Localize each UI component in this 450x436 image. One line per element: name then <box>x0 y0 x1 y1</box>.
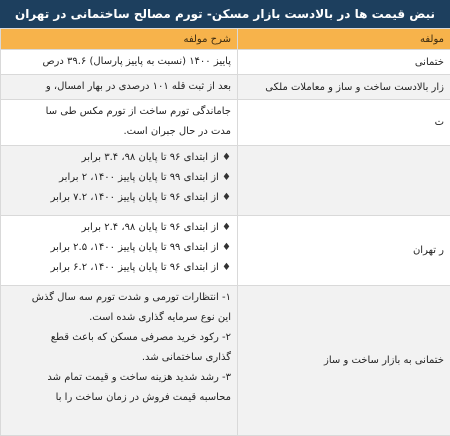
description-cell <box>1 50 238 75</box>
table-row <box>1 100 450 146</box>
bullet-item: ♦ از ابتدای ۹۶ تا پایان پاییز ۱۴۰۰، ۶.۲ برابر <box>7 258 231 278</box>
component-cell: ر تهران <box>238 216 450 286</box>
description-line: جاماندگی تورم ساخت از تورم مکس طی سا <box>45 106 231 117</box>
bullet-item: ♦ از ابتدای ۹۶ تا پایان ۹۸، ۲.۴ برابر <box>7 218 231 238</box>
description-line: بعد از ثبت قله ۱۰۱ درصدی در بهار امسال، و <box>45 81 231 92</box>
bullet-item: ♦ از ابتدای ۹۶ تا پایان ۹۸، ۳.۴ برابر <box>7 148 231 168</box>
table-row <box>1 50 450 75</box>
description-cell <box>1 100 238 146</box>
description-line: ۲- رکود خرید مصرفی مسکن که باعث قطع <box>50 332 231 343</box>
component-cell: زار بالادست ساخت و ساز و معاملات ملکی <box>238 75 450 100</box>
bullet-item: ♦ از ابتدای ۹۶ تا پایان پاییز ۱۴۰۰، ۷.۲ برابر <box>7 188 231 208</box>
table-row <box>1 286 450 436</box>
description-line: ۳- رشد شدید هزینه ساخت و قیمت تمام شد <box>47 372 231 383</box>
description-line: پاییز ۱۴۰۰ (نسبت به پاییز پارسال) ۳۹.۶ درص <box>42 56 231 67</box>
description-line: مدت در حال جبران است. <box>123 126 231 137</box>
description-header: شرح مولفه <box>1 29 238 50</box>
bullet-item: ♦ از ابتدای ۹۹ تا پایان پاییز ۱۴۰۰، ۲ برابر <box>7 168 231 188</box>
description-line: ۱- انتظارات تورمی و شدت تورم سه سال گذش <box>31 292 231 303</box>
component-cell: ختمانی <box>238 50 450 75</box>
description-cell <box>1 75 238 100</box>
table-header-row <box>1 29 450 50</box>
table-row <box>1 75 450 100</box>
table-row <box>1 216 450 286</box>
description-line: این نوع سرمایه گذاری شده است. <box>89 312 231 323</box>
table-row <box>1 146 450 216</box>
description-cell <box>1 146 238 216</box>
component-cell: ت <box>238 100 450 146</box>
description-line: محاسبه قیمت فروش در زمان ساخت را با <box>55 392 231 403</box>
bullet-item: ♦ از ابتدای ۹۹ تا پایان پاییز ۱۴۰۰، ۲.۵ برابر <box>7 238 231 258</box>
description-cell <box>1 286 238 436</box>
component-header: مولفه <box>238 29 450 50</box>
component-cell <box>238 146 450 216</box>
components-table <box>0 28 450 436</box>
page-title: نبض قیمت ها در بالادست بازار مسکن- تورم مصالح ساختمانی در تهران <box>0 0 450 28</box>
component-cell: ختمانی به بازار ساخت و ساز <box>238 286 450 436</box>
description-line: گذاری ساختمانی شد. <box>141 352 231 363</box>
description-cell <box>1 216 238 286</box>
